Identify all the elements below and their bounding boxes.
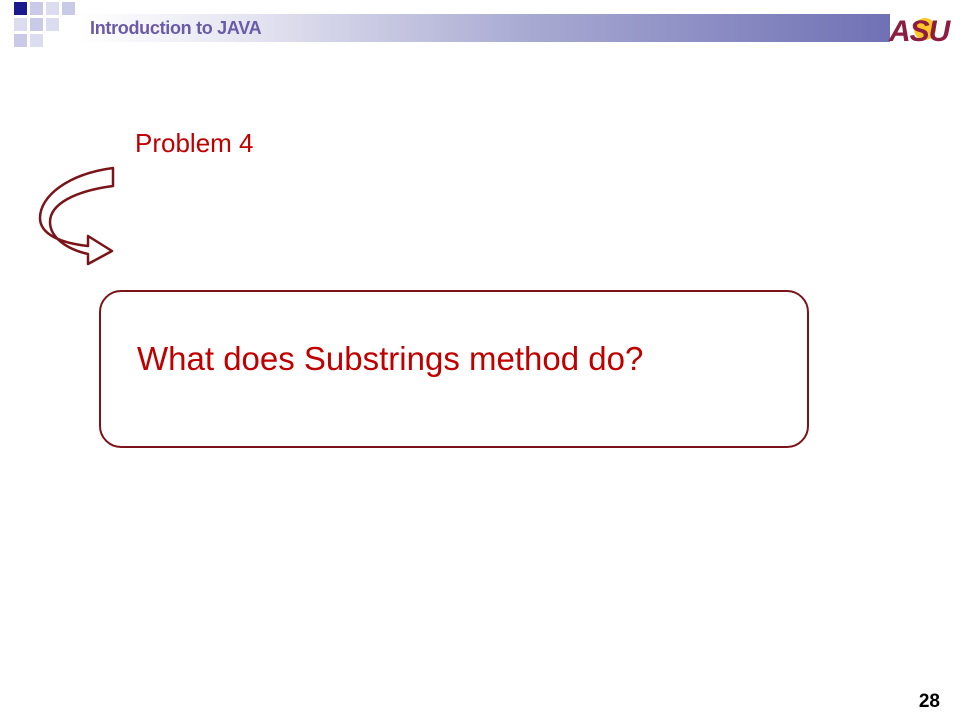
header-title: Introduction to JAVA [90,18,262,38]
corner-square [30,34,43,47]
asu-logo [888,12,958,46]
question-text: What does Substrings method do? [137,340,644,377]
corner-square [30,2,43,15]
corner-square [46,18,59,31]
corner-square [46,2,59,15]
corner-squares-decoration [0,0,80,60]
problem-label: Problem 4 [135,128,254,158]
question-box [99,290,809,448]
corner-square-navy [14,2,27,15]
corner-square [14,18,27,31]
corner-square [62,2,75,15]
curved-arrow-icon [30,160,120,280]
corner-square [14,34,27,47]
curved-arrow-shape [40,168,113,264]
page-number: 28 [918,691,940,712]
asu-logo-text: ASU [889,15,950,46]
corner-square [30,18,43,31]
